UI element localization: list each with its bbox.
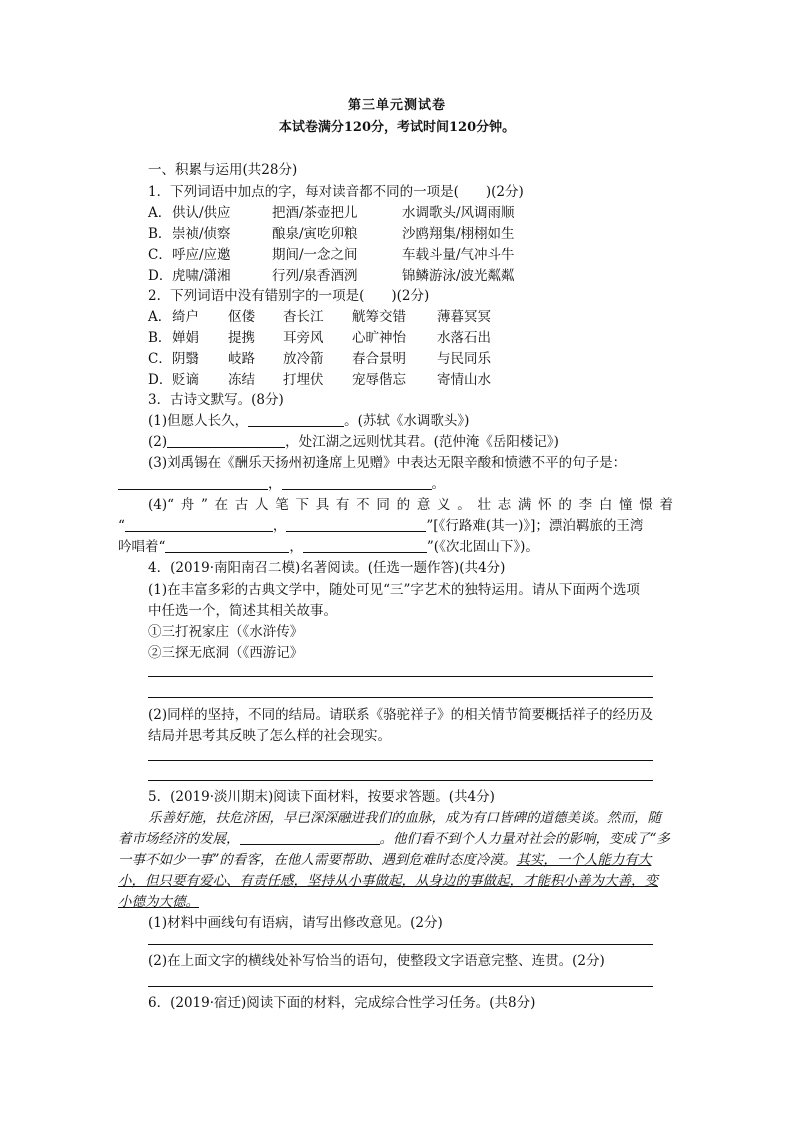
answer-blank[interactable] <box>248 411 344 427</box>
q2-option-label[interactable]: C． <box>148 351 172 367</box>
q2-option-item: 婵娟 <box>172 330 199 346</box>
q1-option-label[interactable]: C． <box>148 247 172 263</box>
q2-option-item: 打埋伏 <box>283 372 324 388</box>
q3-item-4-line1: (4)“舟”在古人笔下具有不同的意义。壮志满怀的李白憧憬着 <box>148 497 673 513</box>
q5-passage-text: 着市场经济的发展， <box>118 831 240 847</box>
answer-blank[interactable] <box>165 537 289 553</box>
q4-sub2-line2: 结局并思考其反映了怎么样的社会现实。 <box>148 728 391 744</box>
q5-stem: 5．(2019·淡川期末)阅读下面材料，按要求答题。(共4分) <box>148 789 495 805</box>
q1-option-item: 呼应/应邀 <box>172 247 231 263</box>
q2-option-label[interactable]: D． <box>148 372 173 388</box>
q1-option-item: 供认/供应 <box>172 205 231 221</box>
q3-item-3-answers <box>118 474 445 494</box>
answer-line[interactable] <box>148 986 653 987</box>
q2-stem: 2．下列词语中没有错别字的一项是( )(2分) <box>148 288 430 304</box>
q4-choice-1: ①三打祝家庄（《水浒传》 <box>148 624 304 640</box>
q4-sub2-line1: (2)同样的坚持，不同的结局。请联系《骆驼祥子》的相关情节简要概括祥子的经历及 <box>148 707 654 723</box>
q2-option-item: 绮户 <box>172 309 199 325</box>
q1-option-label[interactable]: B． <box>148 226 172 242</box>
answer-blank[interactable] <box>303 537 427 553</box>
punct: ， <box>289 539 303 555</box>
q1-option-item: 崇祯/侦察 <box>172 226 231 242</box>
q3-item-4-line2 <box>118 516 643 536</box>
q2-option-item: 与民同乐 <box>437 351 491 367</box>
q5-passage-text: 一事不如少一事”的看客，在他人需要帮助、遇到危难时态度冷漠。 <box>118 852 517 868</box>
q1-stem: 1．下列词语中加点的字，每对读音都不同的一项是( )(2分) <box>148 184 524 200</box>
q2-option-item: 岐路 <box>228 351 255 367</box>
q2-option-item: 觥筹交错 <box>352 309 406 325</box>
q4-choice-2: ②三探无底洞（《西游记》 <box>148 645 304 661</box>
q5-passage-line5: 小德为大德。 <box>118 894 199 910</box>
q3-item-2 <box>148 432 559 452</box>
q2-option-item: 耳旁风 <box>283 330 324 346</box>
q3-item-1-text: (1)但愿人长久， <box>148 413 249 429</box>
answer-blank[interactable] <box>125 516 273 532</box>
q3-item-2-label: (2) <box>148 434 168 450</box>
punct: ， <box>272 518 287 534</box>
q1-option-item: 行列/泉香酒洌 <box>272 268 358 284</box>
answer-line[interactable] <box>148 780 653 781</box>
q2-option-item: 心旷神怡 <box>352 330 406 346</box>
q3-item-1 <box>148 411 469 431</box>
q2-option-item: 阴翳 <box>172 351 199 367</box>
q5-sub1: (1)材料中画线句有语病，请写出修改意见。(2分) <box>148 915 443 931</box>
q1-option-item: 车载斗量/气冲斗牛 <box>402 247 515 263</box>
q1-option-item: 水调歌头/风调雨顺 <box>402 205 515 221</box>
answer-blank[interactable] <box>240 829 380 845</box>
q1-option-item: 锦鳞游泳/波光粼粼 <box>402 268 515 284</box>
punct: “ <box>118 518 125 534</box>
q1-option-item: 把酒/茶壶把儿 <box>272 205 358 221</box>
q2-option-item: 春合景明 <box>352 351 406 367</box>
q3-item-4-text: 吟唱着“ <box>118 539 166 555</box>
q1-option-item: 酿泉/寅吃卯粮 <box>272 226 358 242</box>
section-heading: 一、积累与运用(共28分) <box>148 162 298 178</box>
q3-item-3: (3)刘禹锡在《酬乐天扬州初逢席上见赠》中表达无限辛酸和愤懑不平的句子是： <box>148 455 627 471</box>
q5-passage-line4: 小，但只要有爱心、有责任感，坚持从小事做起，从身边的事做起，才能积小善为大善，变 <box>118 873 658 889</box>
q6-stem: 6．(2019·宿迁)阅读下面的材料，完成综合性学习任务。(共8分) <box>148 995 536 1011</box>
q1-option-item: 期间/一念之间 <box>272 247 358 263</box>
exam-title: 第三单元测试卷 <box>347 98 446 113</box>
q2-option-item: 伛偻 <box>228 309 255 325</box>
q5-passage-line1: 乐善好施，扶危济困，早已深深融进我们的血脉，成为有口皆碑的道德美谈。然而，随 <box>148 810 661 826</box>
q2-option-item: 薄暮冥冥 <box>437 309 491 325</box>
q4-sub1-line2: 中任选一个，简述其相关故事。 <box>148 603 337 619</box>
q2-option-label[interactable]: B． <box>148 330 172 346</box>
q3-item-4-source: ”(《次北固山下》)。 <box>426 539 539 555</box>
q2-option-item: 水落石出 <box>437 330 491 346</box>
answer-line[interactable] <box>148 944 653 945</box>
exam-subtitle: 本试卷满分120分，考试时间120分钟。 <box>278 120 516 135</box>
q2-option-item: 杳长江 <box>283 309 324 325</box>
q2-option-item: 贬谪 <box>172 372 199 388</box>
punct: 。 <box>431 476 445 492</box>
q3-item-4-line3 <box>118 537 539 557</box>
punct: ， <box>268 476 282 492</box>
q3-stem: 3．古诗文默写。(8分) <box>148 392 284 408</box>
q2-option-label[interactable]: A． <box>148 309 172 325</box>
answer-blank[interactable] <box>282 474 432 490</box>
q1-option-label[interactable]: A． <box>148 205 172 221</box>
answer-line[interactable] <box>148 697 653 698</box>
q1-option-item: 沙鸥翔集/栩栩如生 <box>402 226 515 242</box>
answer-line[interactable] <box>148 760 653 761</box>
q5-passage-line2 <box>118 829 670 849</box>
q3-item-2-text: ，处江湖之远则忧其君。(范仲淹《岳阳楼记》) <box>285 434 559 450</box>
q5-underlined-sentence: 其实，一个人能力有大 <box>516 852 652 868</box>
q5-sub2: (2)在上面文字的横线处补写恰当的语句，使整段文字语意完整、连贯。(2分) <box>148 953 605 969</box>
q5-passage-line3 <box>118 850 651 870</box>
answer-line[interactable] <box>148 676 653 677</box>
q5-passage-text: 。他们看不到个人力量对社会的影响，变成了“多 <box>379 831 670 847</box>
q2-option-item: 宠辱偕忘 <box>352 372 406 388</box>
q2-option-item: 提携 <box>228 330 255 346</box>
answer-blank[interactable] <box>286 516 426 532</box>
q4-sub1-line1: (1)在丰富多彩的古典文学中，随处可见“三”字艺术的独特运用。请从下面两个选项 <box>148 582 640 598</box>
q2-option-item: 放冷箭 <box>283 351 324 367</box>
q4-stem: 4．(2019·南阳南召二模)名著阅读。(任选一题作答)(共4分) <box>148 560 506 576</box>
q1-option-label[interactable]: D． <box>148 268 173 284</box>
q3-item-4-source: ”[《行路难(其一)》]；漂泊羁旅的王湾 <box>426 518 644 534</box>
answer-blank[interactable] <box>167 432 285 448</box>
q2-option-item: 寄情山水 <box>437 372 491 388</box>
q3-item-1-source: 。(苏轼《水调歌头》) <box>344 413 470 429</box>
q1-option-item: 虎啸/潇湘 <box>172 268 231 284</box>
q2-option-item: 冻结 <box>228 372 255 388</box>
answer-blank[interactable] <box>118 474 268 490</box>
